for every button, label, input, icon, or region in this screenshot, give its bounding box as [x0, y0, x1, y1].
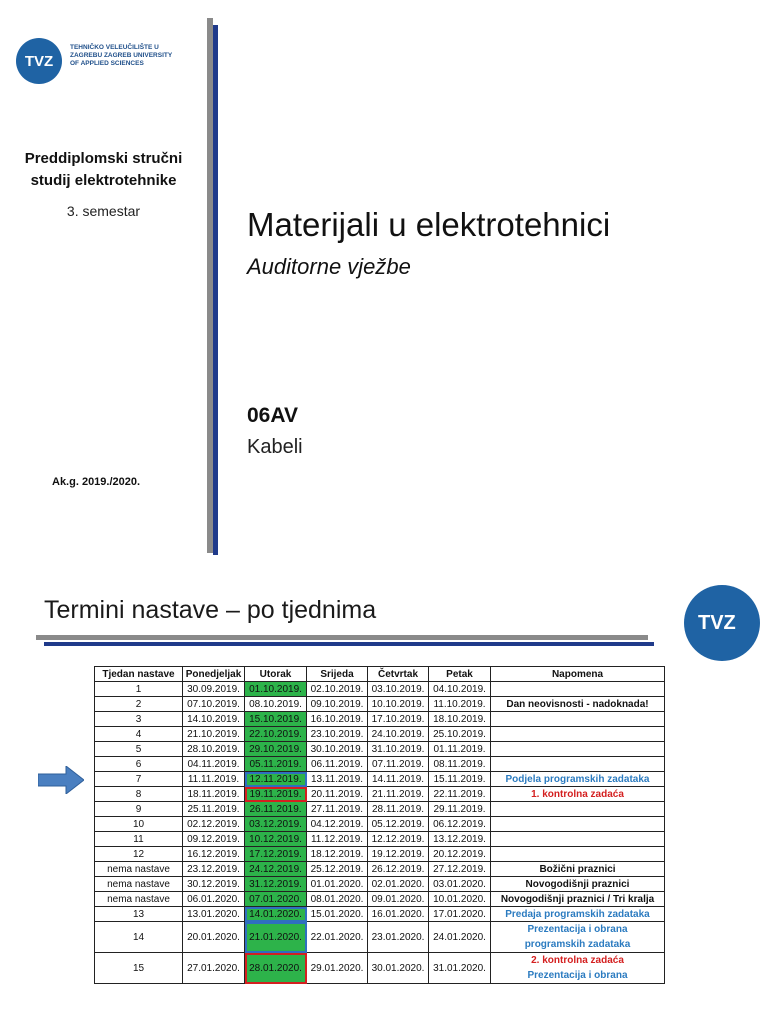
- date-cell: 13.12.2019.: [429, 832, 491, 847]
- date-cell: 20.01.2020.: [183, 922, 245, 953]
- tuesday-cell: 03.12.2019.: [245, 817, 307, 832]
- date-cell: 24.10.2019.: [368, 727, 429, 742]
- logo-text: [70, 44, 172, 68]
- tuesday-cell: 12.11.2019.: [245, 772, 307, 787]
- logo-line-1: TEHNIČKO VELEUČILIŠTE U: [70, 44, 159, 51]
- table-row: [95, 877, 665, 892]
- note-line-2: programskih zadataka: [524, 939, 631, 950]
- week-cell: 4: [95, 727, 183, 742]
- date-cell: 12.12.2019.: [368, 832, 429, 847]
- note-cell: [491, 727, 665, 742]
- tuesday-cell: 28.01.2020.: [245, 953, 307, 984]
- header-monday: Ponedjeljak: [183, 667, 245, 682]
- logo-line-3: OF APPLIED SCIENCES: [70, 60, 144, 67]
- table-row: [95, 712, 665, 727]
- note-cell: [491, 712, 665, 727]
- date-cell: 06.12.2019.: [429, 817, 491, 832]
- week-cell: 5: [95, 742, 183, 757]
- tuesday-cell: 01.10.2019.: [245, 682, 307, 697]
- tuesday-cell: 21.01.2020.: [245, 922, 307, 953]
- table-row: [95, 922, 665, 953]
- date-cell: 15.01.2020.: [307, 907, 368, 922]
- note-cell: Novogodišnji praznici / Tri kralja: [491, 892, 665, 907]
- tuesday-cell: 22.10.2019.: [245, 727, 307, 742]
- semester: 3. semestar: [66, 203, 141, 219]
- tuesday-cell: 08.10.2019.: [245, 697, 307, 712]
- date-cell: 23.10.2019.: [307, 727, 368, 742]
- date-cell: 05.12.2019.: [368, 817, 429, 832]
- note-cell: [491, 817, 665, 832]
- date-cell: 31.10.2019.: [368, 742, 429, 757]
- date-cell: 18.12.2019.: [307, 847, 368, 862]
- program-line-2: studij elektrotehnike: [30, 172, 177, 189]
- date-cell: 23.01.2020.: [368, 922, 429, 953]
- date-cell: 20.11.2019.: [307, 787, 368, 802]
- study-program: [0, 148, 207, 192]
- week-cell: 14: [95, 922, 183, 953]
- header-wednesday: Srijeda: [307, 667, 368, 682]
- tuesday-cell: 17.12.2019.: [245, 847, 307, 862]
- date-cell: 26.12.2019.: [368, 862, 429, 877]
- date-cell: 16.12.2019.: [183, 847, 245, 862]
- week-cell: 7: [95, 772, 183, 787]
- note-cell: [491, 742, 665, 757]
- date-cell: 04.12.2019.: [307, 817, 368, 832]
- date-cell: 30.09.2019.: [183, 682, 245, 697]
- note-cell: [491, 847, 665, 862]
- header-note: Napomena: [491, 667, 665, 682]
- date-cell: 02.10.2019.: [307, 682, 368, 697]
- week-cell: 11: [95, 832, 183, 847]
- week-cell: nema nastave: [95, 877, 183, 892]
- date-cell: 10.10.2019.: [368, 697, 429, 712]
- week-cell: 10: [95, 817, 183, 832]
- table-row: [95, 682, 665, 697]
- date-cell: 28.11.2019.: [368, 802, 429, 817]
- date-cell: 08.01.2020.: [307, 892, 368, 907]
- date-cell: 13.11.2019.: [307, 772, 368, 787]
- table-header-row: [95, 667, 665, 682]
- date-cell: 16.10.2019.: [307, 712, 368, 727]
- date-cell: 11.12.2019.: [307, 832, 368, 847]
- table-row: [95, 757, 665, 772]
- date-cell: 20.12.2019.: [429, 847, 491, 862]
- title-underline-blue: [44, 642, 654, 646]
- note-cell: Novogodišnji praznici: [491, 877, 665, 892]
- tvz-logo-icon: [16, 38, 62, 84]
- tuesday-cell: 14.01.2020.: [245, 907, 307, 922]
- header-week: Tjedan nastave: [95, 667, 183, 682]
- header-tuesday: Utorak: [245, 667, 307, 682]
- academic-year: Ak.g. 2019./2020.: [52, 476, 141, 488]
- table-row: [95, 787, 665, 802]
- date-cell: 29.11.2019.: [429, 802, 491, 817]
- logo-line-2: ZAGREBU ZAGREB UNIVERSITY: [70, 52, 173, 59]
- week-cell: 6: [95, 757, 183, 772]
- lesson-topic: Kabeli: [247, 436, 303, 458]
- schedule-table: [94, 666, 665, 984]
- tuesday-cell: 19.11.2019.: [245, 787, 307, 802]
- date-cell: 29.01.2020.: [307, 953, 368, 984]
- date-cell: 04.10.2019.: [429, 682, 491, 697]
- week-cell: 15: [95, 953, 183, 984]
- date-cell: 18.11.2019.: [183, 787, 245, 802]
- date-cell: 09.12.2019.: [183, 832, 245, 847]
- date-cell: 11.11.2019.: [183, 772, 245, 787]
- date-cell: 10.01.2020.: [429, 892, 491, 907]
- logo-abbrev: TVZ: [698, 611, 736, 634]
- table-row: [95, 697, 665, 712]
- note-line-2: Prezentacija i obrana: [527, 970, 628, 981]
- date-cell: 30.10.2019.: [307, 742, 368, 757]
- date-cell: 27.12.2019.: [429, 862, 491, 877]
- note-cell: [491, 922, 665, 953]
- date-cell: 03.01.2020.: [429, 877, 491, 892]
- note-line-1: 2. kontrolna zadaća: [531, 955, 624, 966]
- week-cell: 9: [95, 802, 183, 817]
- table-row: [95, 847, 665, 862]
- date-cell: 07.10.2019.: [183, 697, 245, 712]
- date-cell: 30.01.2020.: [368, 953, 429, 984]
- date-cell: 28.10.2019.: [183, 742, 245, 757]
- week-cell: nema nastave: [95, 862, 183, 877]
- date-cell: 02.01.2020.: [368, 877, 429, 892]
- note-cell: Dan neovisnosti - nadoknada!: [491, 697, 665, 712]
- week-cell: 12: [95, 847, 183, 862]
- note-cell: Podjela programskih zadataka: [491, 772, 665, 787]
- date-cell: 01.11.2019.: [429, 742, 491, 757]
- table-row: [95, 817, 665, 832]
- note-cell: [491, 682, 665, 697]
- date-cell: 21.11.2019.: [368, 787, 429, 802]
- tuesday-cell: 15.10.2019.: [245, 712, 307, 727]
- arrow-right-icon: [38, 766, 84, 794]
- date-cell: 25.10.2019.: [429, 727, 491, 742]
- date-cell: 21.10.2019.: [183, 727, 245, 742]
- note-cell: [491, 757, 665, 772]
- tuesday-cell: 05.11.2019.: [245, 757, 307, 772]
- date-cell: 07.11.2019.: [368, 757, 429, 772]
- date-cell: 11.10.2019.: [429, 697, 491, 712]
- note-cell: [491, 832, 665, 847]
- table-row: [95, 832, 665, 847]
- table-row: [95, 953, 665, 984]
- table-row: [95, 772, 665, 787]
- date-cell: 17.01.2020.: [429, 907, 491, 922]
- date-cell: 14.10.2019.: [183, 712, 245, 727]
- date-cell: 22.01.2020.: [307, 922, 368, 953]
- date-cell: 25.11.2019.: [183, 802, 245, 817]
- date-cell: 30.12.2019.: [183, 877, 245, 892]
- tuesday-cell: 10.12.2019.: [245, 832, 307, 847]
- date-cell: 27.11.2019.: [307, 802, 368, 817]
- date-cell: 15.11.2019.: [429, 772, 491, 787]
- date-cell: 17.10.2019.: [368, 712, 429, 727]
- table-row: [95, 862, 665, 877]
- date-cell: 09.10.2019.: [307, 697, 368, 712]
- schedule-slide: [0, 580, 768, 1024]
- table-row: [95, 892, 665, 907]
- date-cell: 04.11.2019.: [183, 757, 245, 772]
- logo-abbrev: TVZ: [24, 52, 54, 70]
- note-line-1: Prezentacija i obrana: [527, 924, 628, 935]
- week-cell: 8: [95, 787, 183, 802]
- week-cell: 13: [95, 907, 183, 922]
- header-thursday: Četvrtak: [368, 667, 429, 682]
- table-row: [95, 727, 665, 742]
- note-cell: Predaja programskih zadataka: [491, 907, 665, 922]
- tuesday-cell: 31.12.2019.: [245, 877, 307, 892]
- date-cell: 09.01.2020.: [368, 892, 429, 907]
- tuesday-cell: 26.11.2019.: [245, 802, 307, 817]
- date-cell: 23.12.2019.: [183, 862, 245, 877]
- date-cell: 19.12.2019.: [368, 847, 429, 862]
- header-friday: Petak: [429, 667, 491, 682]
- tuesday-cell: 29.10.2019.: [245, 742, 307, 757]
- week-cell: nema nastave: [95, 892, 183, 907]
- date-cell: 13.01.2020.: [183, 907, 245, 922]
- note-cell: 1. kontrolna zadaća: [491, 787, 665, 802]
- date-cell: 22.11.2019.: [429, 787, 491, 802]
- table-row: [95, 907, 665, 922]
- table-row: [95, 802, 665, 817]
- divider-blue: [213, 25, 218, 555]
- title-underline-grey: [36, 635, 648, 640]
- tuesday-cell: 07.01.2020.: [245, 892, 307, 907]
- week-cell: 3: [95, 712, 183, 727]
- date-cell: 14.11.2019.: [368, 772, 429, 787]
- note-cell: Božični praznici: [491, 862, 665, 877]
- tuesday-cell: 24.12.2019.: [245, 862, 307, 877]
- date-cell: 25.12.2019.: [307, 862, 368, 877]
- date-cell: 06.11.2019.: [307, 757, 368, 772]
- week-cell: 2: [95, 697, 183, 712]
- table-row: [95, 742, 665, 757]
- date-cell: 18.10.2019.: [429, 712, 491, 727]
- note-cell: [491, 953, 665, 984]
- date-cell: 01.01.2020.: [307, 877, 368, 892]
- date-cell: 06.01.2020.: [183, 892, 245, 907]
- note-cell: [491, 802, 665, 817]
- course-subtitle: Auditorne vježbe: [247, 254, 411, 279]
- date-cell: 08.11.2019.: [429, 757, 491, 772]
- course-title: Materijali u elektrotehnici: [247, 206, 611, 243]
- date-cell: 24.01.2020.: [429, 922, 491, 953]
- date-cell: 27.01.2020.: [183, 953, 245, 984]
- date-cell: 02.12.2019.: [183, 817, 245, 832]
- tvz-logo-icon: [684, 585, 760, 661]
- date-cell: 16.01.2020.: [368, 907, 429, 922]
- week-cell: 1: [95, 682, 183, 697]
- date-cell: 03.10.2019.: [368, 682, 429, 697]
- program-line-1: Preddiplomski stručni: [24, 150, 183, 167]
- lesson-code: 06AV: [247, 404, 298, 427]
- date-cell: 31.01.2020.: [429, 953, 491, 984]
- schedule-title: Termini nastave – po tjednima: [44, 596, 377, 624]
